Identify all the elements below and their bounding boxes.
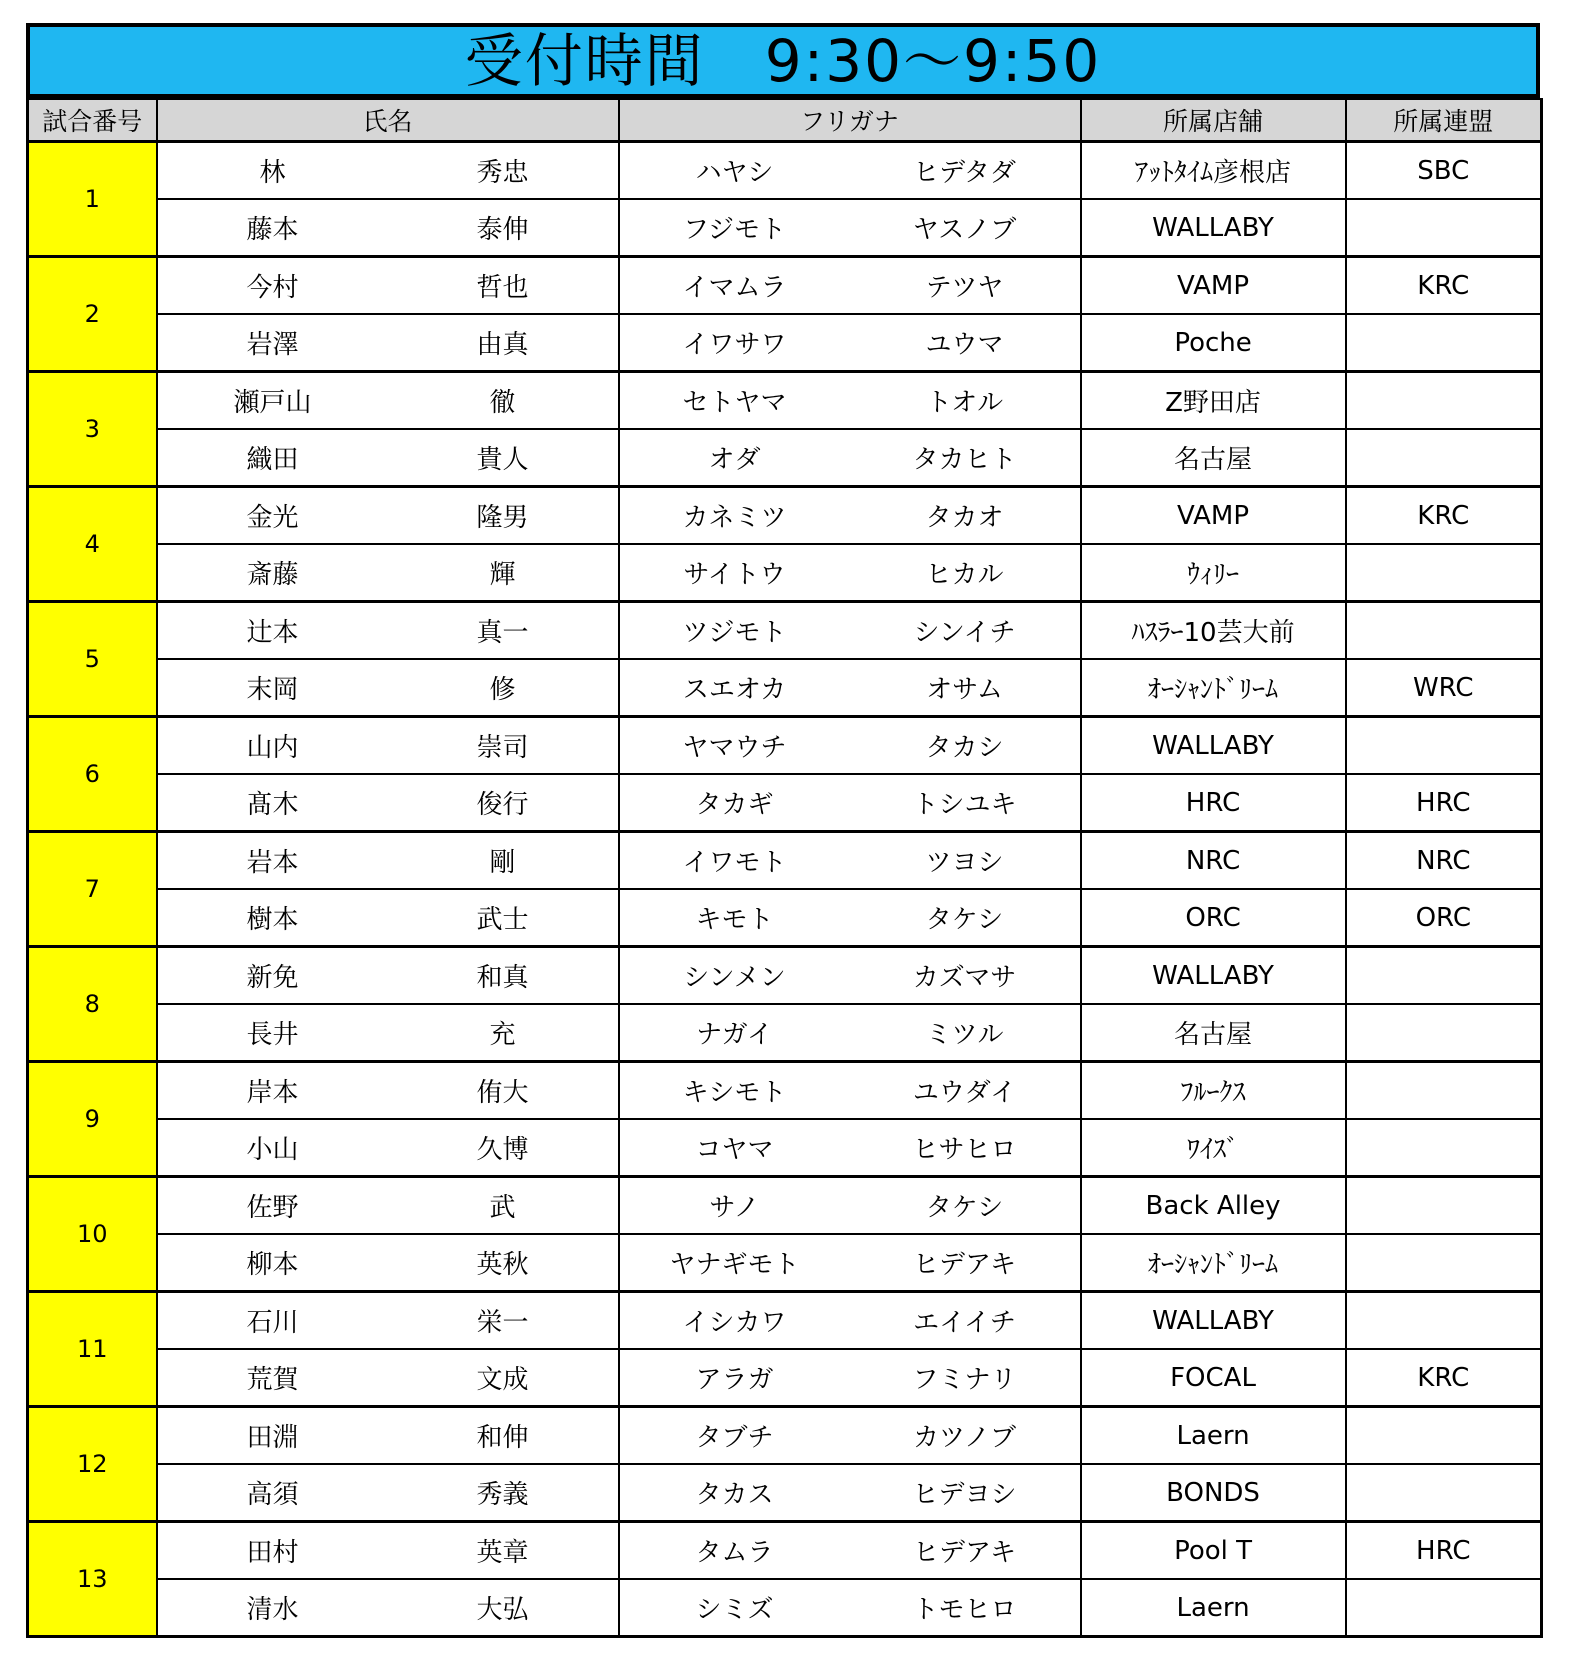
header-shop: 所属店舗 (1081, 99, 1346, 142)
player-family-kana: サイトウ (619, 544, 850, 602)
match-number: 13 (28, 1522, 157, 1637)
player-family-name: 岸本 (157, 1062, 388, 1120)
table-row (28, 1349, 1542, 1407)
player-given-name: 修 (388, 659, 619, 717)
player-family-kana: オダ (619, 429, 850, 487)
player-given-name: 俊行 (388, 774, 619, 832)
player-given-name: 英秋 (388, 1234, 619, 1292)
player-shop: Laern (1081, 1579, 1346, 1637)
player-shop: Back Alley (1081, 1177, 1346, 1235)
player-league (1346, 947, 1542, 1005)
player-given-name: 貴人 (388, 429, 619, 487)
player-league: ORC (1346, 889, 1542, 947)
player-family-name: 小山 (157, 1119, 388, 1177)
match-number: 1 (28, 142, 157, 257)
table-row (28, 1522, 1542, 1580)
player-league (1346, 1464, 1542, 1522)
player-family-name: 長井 (157, 1004, 388, 1062)
player-given-kana: ユウマ (850, 314, 1081, 372)
player-family-name: 荒賀 (157, 1349, 388, 1407)
player-family-kana: セトヤマ (619, 372, 850, 430)
player-family-kana: フジモト (619, 199, 850, 257)
player-given-kana: トオル (850, 372, 1081, 430)
player-shop: WALLABY (1081, 1292, 1346, 1350)
player-given-name: 英章 (388, 1522, 619, 1580)
player-league (1346, 544, 1542, 602)
player-shop: ﾜｲｽﾞ (1081, 1119, 1346, 1177)
player-given-kana: ユウダイ (850, 1062, 1081, 1120)
roster-body (28, 142, 1542, 1637)
player-shop: ﾌﾙｰｸｽ (1081, 1062, 1346, 1120)
player-family-name: 石川 (157, 1292, 388, 1350)
player-family-name: 柳本 (157, 1234, 388, 1292)
player-given-kana: フミナリ (850, 1349, 1081, 1407)
player-given-kana: シンイチ (850, 602, 1081, 660)
player-league (1346, 429, 1542, 487)
table-row (28, 889, 1542, 947)
player-family-name: 清水 (157, 1579, 388, 1637)
player-given-kana: タケシ (850, 1177, 1081, 1235)
player-league: NRC (1346, 832, 1542, 890)
player-shop: NRC (1081, 832, 1346, 890)
player-given-kana: ツヨシ (850, 832, 1081, 890)
player-given-name: 徹 (388, 372, 619, 430)
match-number: 3 (28, 372, 157, 487)
player-given-kana: タケシ (850, 889, 1081, 947)
match-number: 11 (28, 1292, 157, 1407)
player-given-kana: ヒデアキ (850, 1234, 1081, 1292)
player-given-kana: ヒカル (850, 544, 1081, 602)
player-given-kana: タカヒト (850, 429, 1081, 487)
page-title (26, 23, 1540, 98)
player-given-kana: タカシ (850, 717, 1081, 775)
header-match: 試合番号 (28, 99, 157, 142)
table-row (28, 1004, 1542, 1062)
player-given-name: 栄一 (388, 1292, 619, 1350)
player-family-name: 田村 (157, 1522, 388, 1580)
player-shop: 名古屋 (1081, 1004, 1346, 1062)
player-league (1346, 1004, 1542, 1062)
table-row (28, 832, 1542, 890)
player-league (1346, 1177, 1542, 1235)
player-family-name: 斎藤 (157, 544, 388, 602)
match-number: 7 (28, 832, 157, 947)
player-family-name: 岩本 (157, 832, 388, 890)
table-row (28, 717, 1542, 775)
table-row (28, 372, 1542, 430)
player-shop: ｵｰｼｬﾝﾄﾞﾘｰﾑ (1081, 1234, 1346, 1292)
player-given-name: 剛 (388, 832, 619, 890)
table-row (28, 142, 1542, 200)
player-family-name: 髙木 (157, 774, 388, 832)
player-shop: BONDS (1081, 1464, 1346, 1522)
player-shop: ORC (1081, 889, 1346, 947)
player-family-kana: シミズ (619, 1579, 850, 1637)
player-family-kana: イワモト (619, 832, 850, 890)
player-given-kana: ヤスノブ (850, 199, 1081, 257)
player-league (1346, 1407, 1542, 1465)
player-given-kana: カズマサ (850, 947, 1081, 1005)
player-given-name: 充 (388, 1004, 619, 1062)
player-league: SBC (1346, 142, 1542, 200)
player-given-name: 真一 (388, 602, 619, 660)
player-family-name: 末岡 (157, 659, 388, 717)
player-family-kana: シンメン (619, 947, 850, 1005)
player-given-name: 武士 (388, 889, 619, 947)
player-family-name: 山内 (157, 717, 388, 775)
player-league (1346, 1062, 1542, 1120)
player-given-name: 侑大 (388, 1062, 619, 1120)
player-given-name: 哲也 (388, 257, 619, 315)
match-number: 8 (28, 947, 157, 1062)
player-given-kana: ミツル (850, 1004, 1081, 1062)
player-family-kana: ハヤシ (619, 142, 850, 200)
match-number: 4 (28, 487, 157, 602)
header-row (28, 99, 1542, 142)
table-row (28, 429, 1542, 487)
player-shop: 名古屋 (1081, 429, 1346, 487)
table-row (28, 1579, 1542, 1637)
player-given-name: 由真 (388, 314, 619, 372)
player-given-name: 隆男 (388, 487, 619, 545)
player-shop: ﾊｽﾗｰ10芸大前 (1081, 602, 1346, 660)
table-row (28, 1062, 1542, 1120)
match-number: 12 (28, 1407, 157, 1522)
player-family-name: 織田 (157, 429, 388, 487)
player-league (1346, 1119, 1542, 1177)
match-number: 6 (28, 717, 157, 832)
player-given-kana: トシユキ (850, 774, 1081, 832)
player-league (1346, 372, 1542, 430)
match-number: 2 (28, 257, 157, 372)
player-shop: WALLABY (1081, 717, 1346, 775)
player-given-name: 崇司 (388, 717, 619, 775)
player-family-kana: サノ (619, 1177, 850, 1235)
table-row (28, 1407, 1542, 1465)
player-given-name: 武 (388, 1177, 619, 1235)
table-row (28, 314, 1542, 372)
header-kana: フリガナ (619, 99, 1081, 142)
player-given-name: 秀義 (388, 1464, 619, 1522)
player-shop: WALLABY (1081, 199, 1346, 257)
player-shop: Z野田店 (1081, 372, 1346, 430)
player-family-kana: キシモト (619, 1062, 850, 1120)
table-row (28, 1119, 1542, 1177)
player-league (1346, 717, 1542, 775)
player-family-kana: アラガ (619, 1349, 850, 1407)
player-family-name: 佐野 (157, 1177, 388, 1235)
title-text: 受付時間 9:30～9:50 (464, 26, 1102, 95)
player-shop: VAMP (1081, 257, 1346, 315)
player-league (1346, 1579, 1542, 1637)
player-family-name: 林 (157, 142, 388, 200)
player-given-name: 和伸 (388, 1407, 619, 1465)
player-family-name: 田淵 (157, 1407, 388, 1465)
player-family-kana: タムラ (619, 1522, 850, 1580)
player-league (1346, 314, 1542, 372)
player-league (1346, 602, 1542, 660)
player-given-name: 久博 (388, 1119, 619, 1177)
player-family-name: 瀬戸山 (157, 372, 388, 430)
player-given-kana: ヒデアキ (850, 1522, 1081, 1580)
player-league (1346, 1234, 1542, 1292)
match-number: 5 (28, 602, 157, 717)
player-league: HRC (1346, 774, 1542, 832)
player-family-kana: コヤマ (619, 1119, 850, 1177)
player-shop: Laern (1081, 1407, 1346, 1465)
player-shop: VAMP (1081, 487, 1346, 545)
player-given-name: 泰伸 (388, 199, 619, 257)
match-number: 9 (28, 1062, 157, 1177)
player-shop: HRC (1081, 774, 1346, 832)
player-given-kana: エイイチ (850, 1292, 1081, 1350)
player-family-kana: タカス (619, 1464, 850, 1522)
player-given-kana: ヒデヨシ (850, 1464, 1081, 1522)
player-family-name: 藤本 (157, 199, 388, 257)
player-family-kana: キモト (619, 889, 850, 947)
player-family-name: 金光 (157, 487, 388, 545)
player-league: KRC (1346, 487, 1542, 545)
player-family-kana: ツジモト (619, 602, 850, 660)
player-family-name: 今村 (157, 257, 388, 315)
player-given-name: 文成 (388, 1349, 619, 1407)
player-shop: ｳｨﾘｰ (1081, 544, 1346, 602)
player-given-kana: ヒサヒロ (850, 1119, 1081, 1177)
table-row (28, 774, 1542, 832)
player-league: WRC (1346, 659, 1542, 717)
table-row (28, 199, 1542, 257)
player-league: KRC (1346, 1349, 1542, 1407)
player-league (1346, 199, 1542, 257)
player-family-name: 辻本 (157, 602, 388, 660)
player-family-kana: イワサワ (619, 314, 850, 372)
player-given-kana: トモヒロ (850, 1579, 1081, 1637)
player-league: HRC (1346, 1522, 1542, 1580)
player-given-name: 和真 (388, 947, 619, 1005)
player-shop: Pool T (1081, 1522, 1346, 1580)
player-family-kana: ヤマウチ (619, 717, 850, 775)
player-league: KRC (1346, 257, 1542, 315)
player-family-name: 岩澤 (157, 314, 388, 372)
table-row (28, 947, 1542, 1005)
player-family-kana: イシカワ (619, 1292, 850, 1350)
table-row (28, 1177, 1542, 1235)
player-given-name: 秀忠 (388, 142, 619, 200)
player-family-kana: タブチ (619, 1407, 850, 1465)
player-family-kana: タカギ (619, 774, 850, 832)
player-given-kana: テツヤ (850, 257, 1081, 315)
player-shop: Poche (1081, 314, 1346, 372)
table-row (28, 544, 1542, 602)
table-row (28, 257, 1542, 315)
player-family-name: 樹本 (157, 889, 388, 947)
table-row (28, 1234, 1542, 1292)
player-shop: FOCAL (1081, 1349, 1346, 1407)
table-row (28, 602, 1542, 660)
match-number: 10 (28, 1177, 157, 1292)
player-given-name: 輝 (388, 544, 619, 602)
header-name: 氏名 (157, 99, 619, 142)
player-given-kana: タカオ (850, 487, 1081, 545)
player-family-name: 新免 (157, 947, 388, 1005)
player-league (1346, 1292, 1542, 1350)
player-given-kana: カツノブ (850, 1407, 1081, 1465)
player-family-name: 高須 (157, 1464, 388, 1522)
table-row (28, 1464, 1542, 1522)
header-league: 所属連盟 (1346, 99, 1542, 142)
table-row (28, 487, 1542, 545)
player-given-kana: ヒデタダ (850, 142, 1081, 200)
player-family-kana: ナガイ (619, 1004, 850, 1062)
player-family-kana: カネミツ (619, 487, 850, 545)
player-given-kana: オサム (850, 659, 1081, 717)
roster-table (26, 98, 1543, 1638)
player-family-kana: イマムラ (619, 257, 850, 315)
table-row (28, 1292, 1542, 1350)
player-shop: WALLABY (1081, 947, 1346, 1005)
table-row (28, 659, 1542, 717)
player-shop: ｱｯﾄﾀｲﾑ彦根店 (1081, 142, 1346, 200)
player-shop: ｵｰｼｬﾝﾄﾞﾘｰﾑ (1081, 659, 1346, 717)
reception-sheet (26, 23, 1540, 1638)
player-family-kana: スエオカ (619, 659, 850, 717)
player-given-name: 大弘 (388, 1579, 619, 1637)
player-family-kana: ヤナギモト (619, 1234, 850, 1292)
